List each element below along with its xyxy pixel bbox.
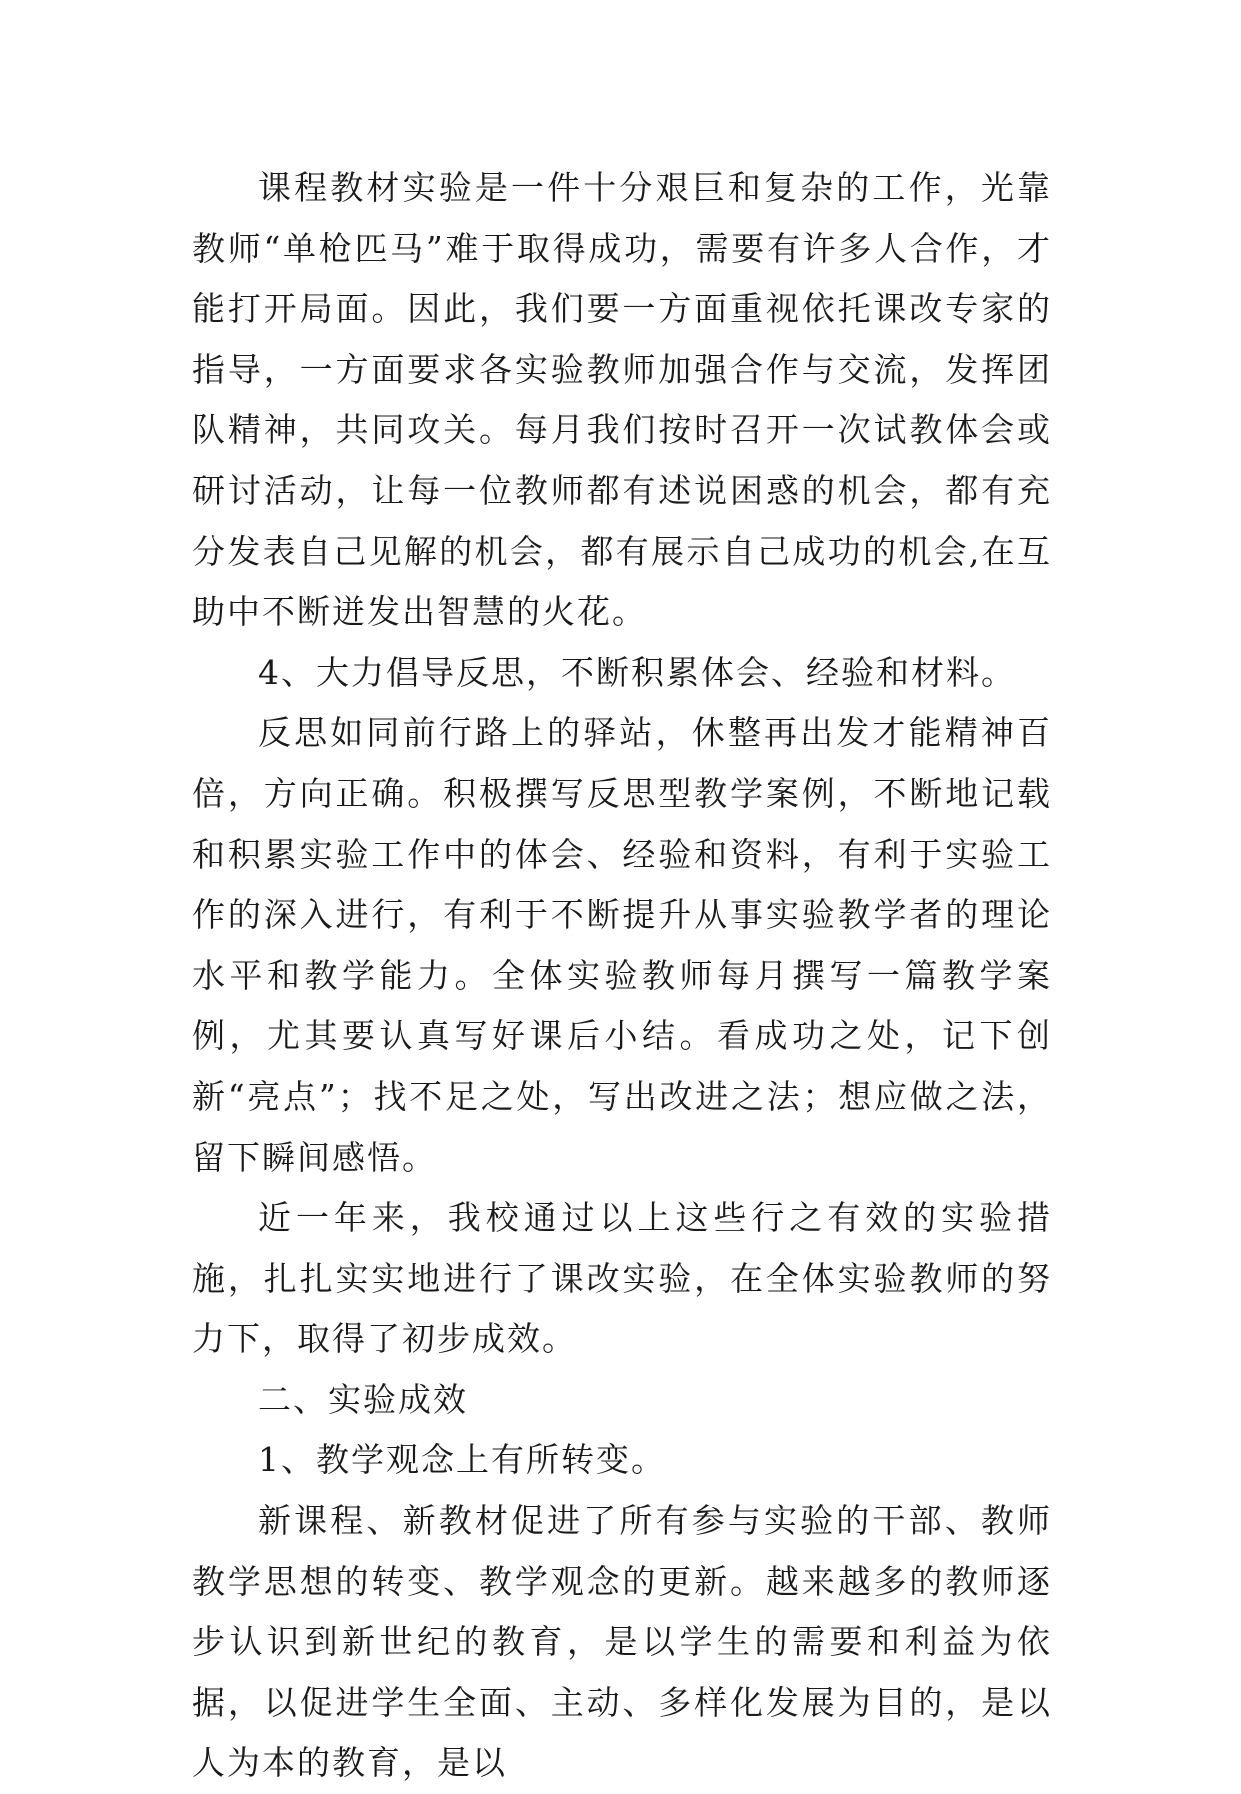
paragraph-teamwork: 课程教材实验是一件十分艰巨和复杂的工作，光靠教师“单枪匹马”难于取得成功，需要有许多人合作，才能打开局面。因此，我们要一方面重视依托课改专家的指导，一方面要求各实验教师加强合作与交流，发挥团队精神，共同攻关。每月我们按时召开一次试教体会或研讨活动，让每一位教师都有述说困惑的机会，都有充分发表自己见解的机会，都有展示自己成功的机会,在互助中不断迸发出智慧的火花。 — [192, 168, 1052, 632]
heading-reflection: 4、大力倡导反思，不断积累体会、经验和材料。 — [258, 652, 1016, 692]
paragraph-summary: 近一年来，我校通过以上这些行之有效的实验措施，扎扎实实地进行了课改实验，在全体实验教师的努力下，取得了初步成效。 — [192, 1198, 1052, 1359]
paragraph-concept-change: 新课程、新教材促进了所有参与实验的干部、教师教学思想的转变、教学观念的更新。越来越多的教师逐步认识到新世纪的教育，是以学生的需要和利益为依据，以促进学生全面、主动、多样化发展为目的，是以人为本的教育，是以 — [192, 1501, 1052, 1783]
heading-concept-change: 1、教学观念上有所转变。 — [258, 1440, 666, 1480]
document-body — [192, 158, 1052, 1794]
paragraph-reflection: 反思如同前行路上的驿站，休整再出发才能精神百倍，方向正确。积极撰写反思型教学案例，不断地记载和积累实验工作中的体会、经验和资料，有利于实验工作的深入进行，有利于不断提升从事实验教学者的理论水平和教学能力。全体实验教师每月撰写一篇教学案例，尤其要认真写好课后小结。看成功之处，记下创新“亮点”；找不足之处，写出改进之法；想应做之法，留下瞬间感悟。 — [192, 713, 1052, 1177]
heading-results: 二、实验成效 — [258, 1379, 468, 1419]
